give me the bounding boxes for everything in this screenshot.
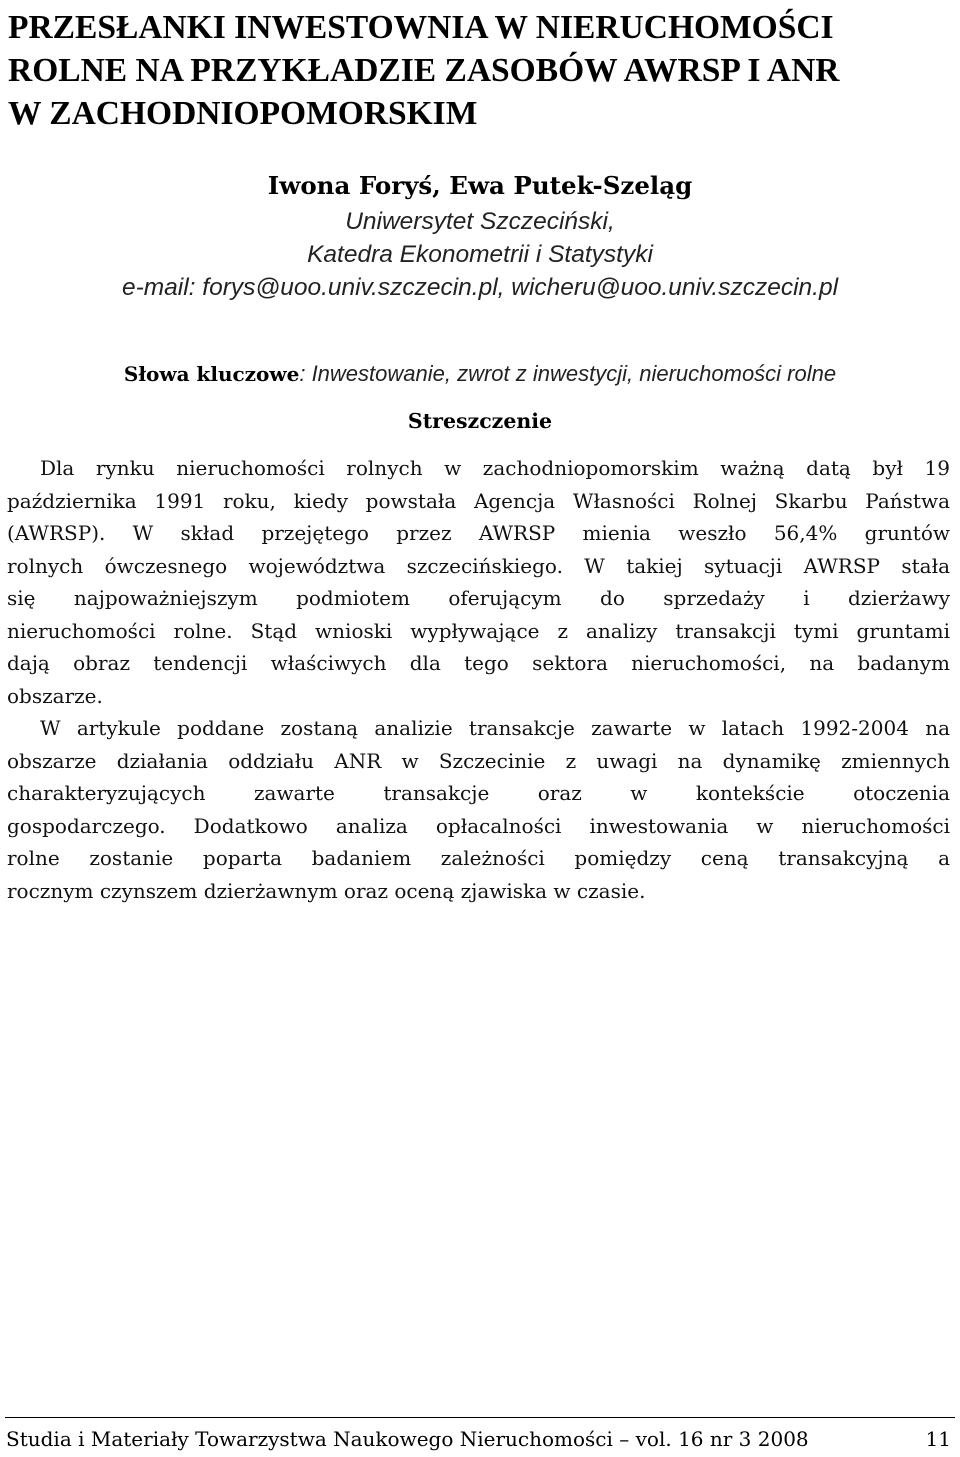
- keywords-line: [0, 359, 960, 389]
- abstract-body: [7, 452, 950, 907]
- author-names: Iwona Foryś, Ewa Putek-Szeląg: [267, 171, 693, 200]
- abstract-paragraph-2: [7, 712, 950, 907]
- text-line: obszarze.: [7, 683, 103, 708]
- title-line: PRZESŁANKI INWESTOWNIA W NIERUCHOMOŚCI: [8, 9, 834, 46]
- text-line: (AWRSP). W skład przejętego przez AWRSP mienia weszło 56,4% gruntów: [7, 521, 950, 545]
- text-line: nieruchomości rolne. Stąd wnioski wypływające z analizy transakcji tymi gruntami: [7, 618, 950, 643]
- article-title: [8, 6, 953, 135]
- text-line: W artykule poddane zostaną analizie transakcje zawarte w latach 1992-2004 na: [40, 716, 950, 740]
- author-affiliation: [0, 205, 960, 304]
- affiliation-university: Uniwersytet Szczeciński,: [345, 208, 615, 235]
- keywords-value: Inwestowanie, zwrot z inwestycji, nieruchomości rolne: [311, 361, 837, 386]
- text-line: rolnych ówczesnego województwa szczecińskiego. W takiej sytuacji AWRSP stała: [7, 553, 950, 578]
- text-line: gospodarczego. Dodatkowo analiza opłacalności inwestowania w nieruchomości: [7, 813, 950, 838]
- text-line: obszarze działania oddziału ANR w Szczecinie z uwagi na dynamikę zmiennych: [7, 748, 950, 773]
- keywords-separator: :: [299, 361, 312, 386]
- page-number: 11: [925, 1427, 951, 1451]
- text-line: rolne zostanie poparta badaniem zależności pomiędzy ceną transakcyjną a: [7, 846, 950, 870]
- text-line: października 1991 roku, kiedy powstała Agencja Własności Rolnej Skarbu Państwa: [7, 488, 950, 513]
- abstract-heading: Streszczenie: [407, 409, 553, 433]
- text-line: dają obraz tendencji właściwych dla tego sektora nieruchomości, na badanym: [7, 651, 950, 675]
- title-line: W ZACHODNIOPOMORSKIM: [8, 95, 478, 132]
- abstract-paragraph-1: [7, 452, 950, 712]
- text-line: charakteryzujących zawarte transakcje oraz w kontekście otoczenia: [7, 781, 950, 805]
- text-line: się najpoważniejszym podmiotem oferującym do sprzedaży i dzierżawy: [7, 586, 950, 610]
- footer-divider: [5, 1417, 955, 1418]
- affiliation-email: e-mail: forys@uoo.univ.szczecin.pl, wicheru@uoo.univ.szczecin.pl: [121, 274, 839, 301]
- title-line: ROLNE NA PRZYKŁADZIE ZASOBÓW AWRSP I ANR: [8, 52, 840, 89]
- text-line: rocznym czynszem dzierżawnym oraz oceną zjawiska w czasie.: [7, 878, 646, 903]
- affiliation-department: Katedra Ekonometrii i Statystyki: [307, 241, 653, 268]
- keywords-label: Słowa kluczowe: [123, 362, 300, 386]
- footer-journal-citation: Studia i Materiały Towarzystwa Naukowego Nieruchomości – vol. 16 nr 3 2008: [6, 1427, 809, 1451]
- text-line: Dla rynku nieruchomości rolnych w zachodniopomorskim ważną datą był 19: [40, 456, 950, 480]
